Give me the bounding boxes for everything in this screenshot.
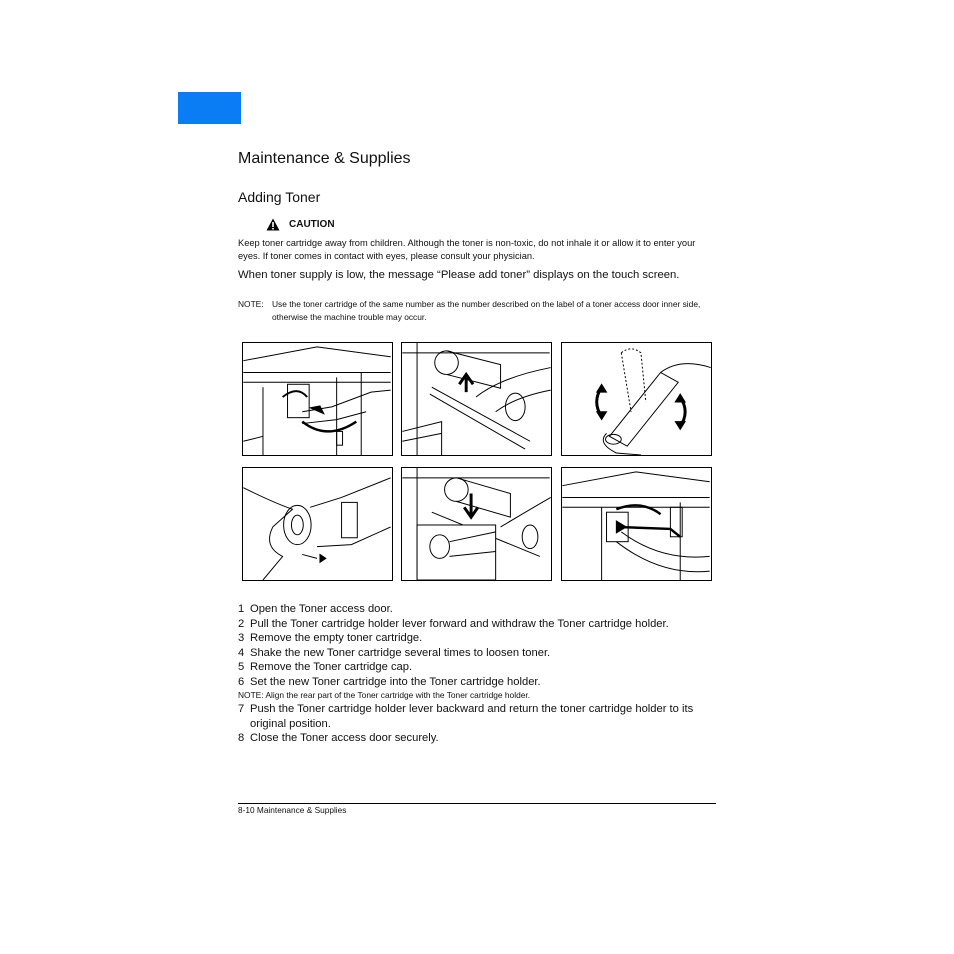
illustration-close-door <box>561 467 712 581</box>
caution-header <box>266 218 335 231</box>
list-item: 8 Close the Toner access door securely. <box>238 732 439 744</box>
step-note: NOTE: Align the rear part of the Toner cartridge with the Toner cartridge holder. <box>238 690 531 700</box>
steps-list <box>238 602 716 746</box>
list-item: 4 Shake the new Toner cartridge several times to loosen toner. <box>238 646 551 659</box>
caution-text: Keep toner cartridge away from children. Although the toner is non-toxic, do not inhale it or allow it to enter your eyes. If toner comes in contact with eyes, please consult your physician. <box>238 238 696 261</box>
illustration-open-door <box>242 342 393 456</box>
list-item: 7 Push the Toner cartridge holder lever backward and return the toner cartridge holder to its original position. <box>238 703 694 730</box>
page-footer: 8-10 Maintenance & Supplies <box>238 805 347 815</box>
warning-triangle-icon <box>266 218 280 231</box>
note-text: Use the toner cartridge of the same number as the number described on the label of a toner access door inner side, otherwise the machine trouble may occur. <box>272 299 701 322</box>
illustration-set-cartridge <box>401 467 552 581</box>
illustration-withdraw-holder <box>401 342 552 456</box>
chapter-tab <box>178 92 241 124</box>
section-title: Adding Toner <box>238 189 321 205</box>
illustration-remove-cap <box>242 467 393 581</box>
footer-divider <box>238 803 716 804</box>
list-item: 1 Open the Toner access door. <box>238 603 393 615</box>
caution-label: CAUTION <box>289 219 335 230</box>
list-item: 6 Set the new Toner cartridge into the Toner cartridge holder. <box>238 675 541 688</box>
illustration-shake-cartridge <box>561 342 712 456</box>
list-item: 5 Remove the Toner cartridge cap. <box>238 661 413 673</box>
list-item: 3 Remove the empty toner cartridge. <box>238 632 423 644</box>
list-item: 2 Pull the Toner cartridge holder lever forward and withdraw the Toner cartridge holder. <box>238 617 669 630</box>
page-title: Maintenance & Supplies <box>238 150 411 167</box>
note-label: NOTE: <box>238 299 264 309</box>
intro-text: When toner supply is low, the message “Please add toner” displays on the touch screen. <box>238 269 680 281</box>
note-block <box>238 298 718 323</box>
